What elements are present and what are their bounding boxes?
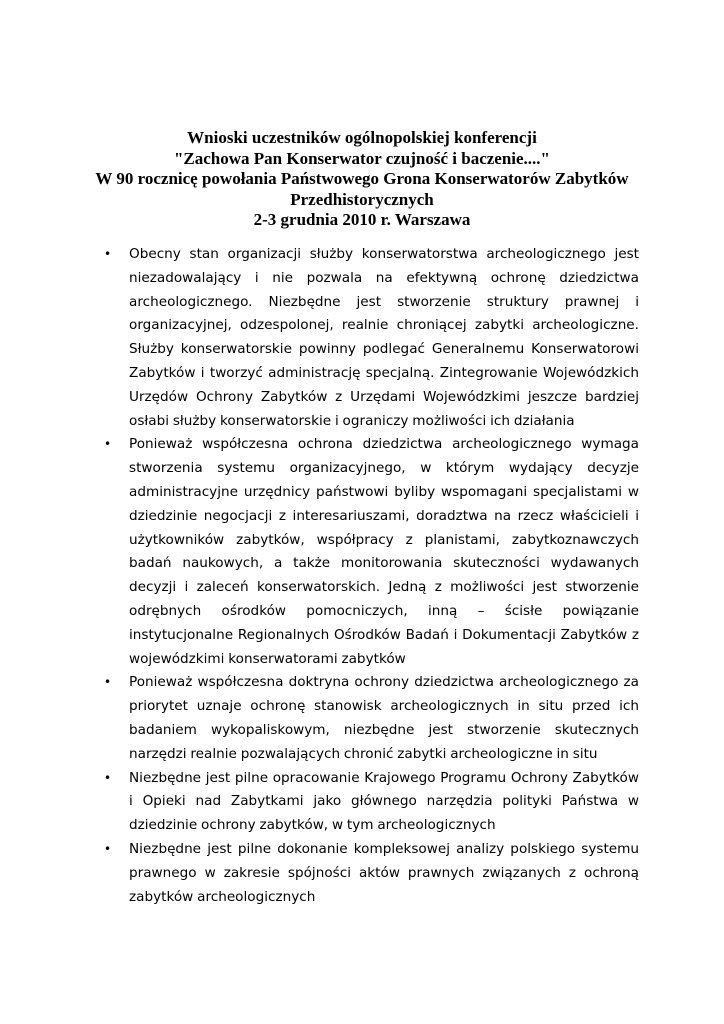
title-line: W 90 rocznicę powołania Państwowego Grona Konserwatorów Zabytków [95, 169, 629, 188]
list-item [0, 838, 639, 909]
document-title [60, 128, 664, 231]
title-line: "Zachowa Pan Konserwator czujność i baczenie...." [173, 148, 550, 168]
list-item-text: Ponieważ współczesna ochrona dziedzictwa archeologicznego wymaga stworzenia systemu organizacyjnego, w którym wydający decyzje administracyjne urzędnicy państwowi byliby wspomagani specjalistami w dziedzinie negocjacji z interesariuszami, doradztwa na rzecz właścicieli i użytkowników zabytków, współpracy z planistami, zabytkoznawczych badań naukowych, a także monitorowania skuteczności wydawanych decyzji i zaleceń konserwatorskich. Jedną z możliwości jest stworzenie odrębnych ośrodków pomocniczych, inną – ścisłe powiązanie instytucjonalne Regionalnych Ośrodków Badań i Dokumentacji Zabytków z wojewódzkimi konserwatorami zabytków [129, 436, 639, 667]
bullet-icon: • [104, 437, 112, 452]
list-item [0, 767, 639, 838]
title-date-line: 2-3 grudnia 2010 r. Warszawa [253, 210, 471, 229]
bullet-icon: • [104, 247, 112, 261]
list-item-text: Niezbędne jest pilne dokonanie kompleksowej analizy polskiego systemu prawnego w zakresie spójności aktów prawnych związanych z ochroną zabytków archeologicznych [129, 840, 639, 905]
bullet-icon: • [104, 770, 112, 785]
list-item-text: Ponieważ współczesna doktryna ochrony dziedzictwa archeologicznego za priorytet uznaje ochronę stanowisk archeologicznych in situ przed ich badaniem wykopaliskowym, niezbędne jest stworzenie skutecznych narzędzi realnie pozwalających chronić zabytki archeologiczne in situ [129, 674, 639, 762]
conclusions-list [0, 243, 724, 909]
bullet-icon: • [104, 841, 112, 856]
list-item [0, 671, 639, 766]
title-line: Przedhistorycznych [290, 189, 434, 209]
list-item-text: Niezbędne jest pilne opracowanie Krajowego Programu Ochrony Zabytków i Opieki nad Zabytkami jako głównego narzędzia polityki Państwa w dziedzinie ochrony zabytków, w tym archeologicznych [129, 769, 639, 834]
list-item [0, 243, 639, 433]
list-item [0, 433, 639, 671]
bullet-icon: • [104, 675, 112, 690]
list-item-text: Obecny stan organizacji służby konserwatorstwa archeologicznego jest niezadowalający i nie pozwala na efektywną ochronę dziedzictwa archeologicznego. Niezbędne jest stworzenie struktury prawnej i organizacyjnej, odzespolonej, realnie chroniącej zabytki archeologiczne. Służby konserwatorskie powinny podlegać Generalnemu Konserwatorowi Zabytków i tworzyć administrację specjalną. Zintegrowanie Wojewódzkich Urzędów Ochrony Zabytków z Urzędami Wojewódzkimi jeszcze bardziej osłabi służby konserwatorskie i ograniczy możliwości ich działania [129, 246, 639, 429]
title-line: Wnioski uczestników ogólnopolskiej konferencji [187, 128, 537, 147]
